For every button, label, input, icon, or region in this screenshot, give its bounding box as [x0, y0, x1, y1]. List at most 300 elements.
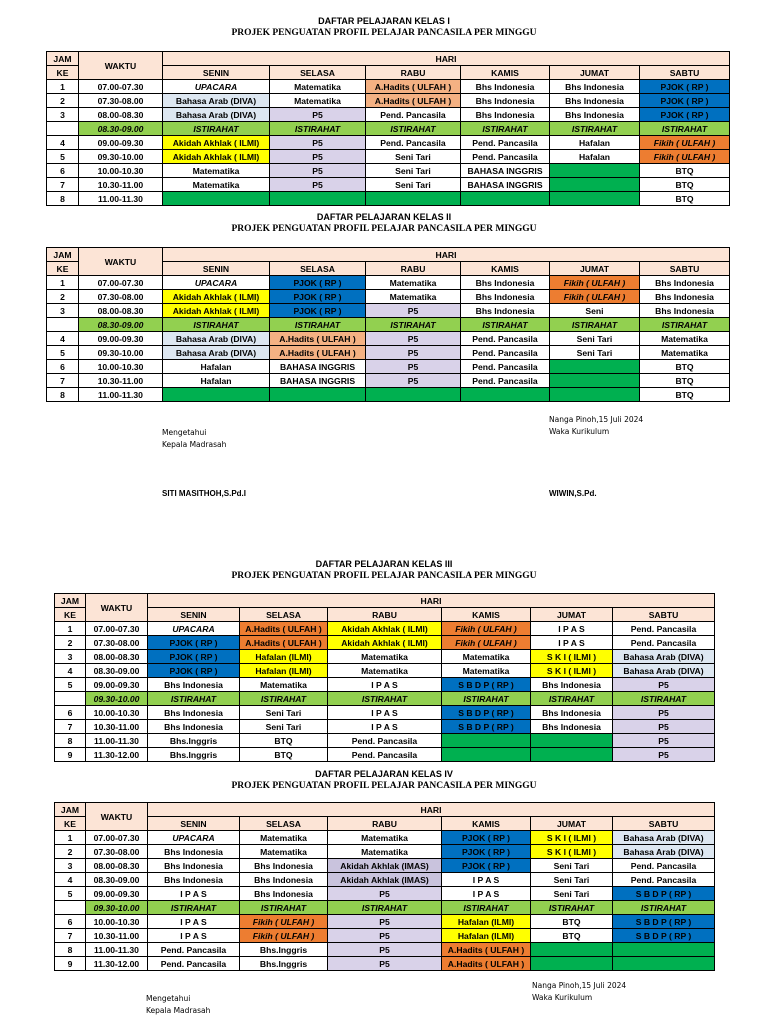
cell-jam-ke: 3 — [55, 650, 86, 664]
istirahat-row — [47, 318, 730, 332]
header-hari: HARI — [163, 248, 730, 262]
cell-subject-rabu: Matematika — [366, 276, 461, 290]
cell-subject-senin: UPACARA — [163, 80, 270, 94]
cell-subject-jumat: S K I ( ILMI ) — [531, 664, 613, 678]
schedule-grid — [46, 247, 730, 402]
cell-subject-selasa: A.Hadits ( ULFAH ) — [240, 636, 328, 650]
cell-subject-sabtu: P5 — [613, 706, 715, 720]
cell-subject-sabtu: BTQ — [640, 164, 730, 178]
cell-subject-jumat: ISTIRAHAT — [531, 901, 613, 915]
header-waktu: WAKTU — [79, 248, 163, 276]
table-row — [55, 957, 715, 971]
cell-subject-kamis: Matematika — [442, 664, 531, 678]
cell-subject-jumat: I P A S — [531, 622, 613, 636]
cell-subject-sabtu: Bahasa Arab (DIVA) — [613, 845, 715, 859]
cell-subject-rabu: A.Hadits ( ULFAH ) — [366, 80, 461, 94]
cell-subject-selasa: Bhs Indonesia — [240, 887, 328, 901]
cell-subject-jumat: S K I ( ILMI ) — [531, 831, 613, 845]
table-row — [55, 831, 715, 845]
cell-subject-kamis: PJOK ( RP ) — [442, 859, 531, 873]
header-day-rabu: RABU — [366, 262, 461, 276]
cell-subject-jumat: Seni Tari — [550, 346, 640, 360]
cell-subject-senin: Bahasa Arab (DIVA) — [163, 332, 270, 346]
cell-subject-selasa: Bhs.Inggris — [240, 943, 328, 957]
cell-subject-sabtu: P5 — [613, 734, 715, 748]
cell-subject-rabu: ISTIRAHAT — [366, 122, 461, 136]
cell-subject-rabu: Matematika — [328, 664, 442, 678]
table-row — [55, 636, 715, 650]
cell-subject-selasa: Matematika — [240, 845, 328, 859]
table-row — [47, 388, 730, 402]
cell-subject-selasa: P5 — [270, 164, 366, 178]
cell-subject-senin: I P A S — [148, 915, 240, 929]
cell-subject-senin: Pend. Pancasila — [148, 957, 240, 971]
cell-subject-rabu: Pend. Pancasila — [328, 748, 442, 762]
header-day-selasa: SELASA — [270, 262, 366, 276]
table-row — [47, 346, 730, 360]
cell-subject-jumat: ISTIRAHAT — [550, 122, 640, 136]
cell-subject-senin: PJOK ( RP ) — [148, 664, 240, 678]
cell-subject-jumat: Bhs Indonesia — [550, 94, 640, 108]
signature-mengetahui-2: Mengetahui — [146, 994, 191, 1003]
cell-subject-rabu: Matematika — [366, 290, 461, 304]
istirahat-row — [55, 901, 715, 915]
cell-subject-jumat: Seni Tari — [531, 873, 613, 887]
table-row — [47, 150, 730, 164]
header-day-rabu: RABU — [366, 66, 461, 80]
signature-waka-role-2: Waka Kurikulum — [532, 993, 593, 1002]
cell-subject-senin: ISTIRAHAT — [148, 901, 240, 915]
cell-waktu: 08.00-08.30 — [79, 304, 163, 318]
cell-subject-senin: Bhs Indonesia — [148, 706, 240, 720]
cell-jam-ke: 7 — [47, 374, 79, 388]
cell-jam-ke: 9 — [55, 957, 86, 971]
cell-jam-ke: 2 — [47, 290, 79, 304]
cell-subject-senin — [163, 388, 270, 402]
cell-subject-kamis — [461, 192, 550, 206]
cell-subject-kamis: I P A S — [442, 887, 531, 901]
cell-subject-rabu: P5 — [366, 304, 461, 318]
header-row — [47, 52, 730, 66]
cell-subject-senin: ISTIRAHAT — [163, 318, 270, 332]
table-row — [47, 164, 730, 178]
signature-mengetahui: Mengetahui — [162, 428, 207, 437]
cell-waktu: 08.00-08.30 — [86, 650, 148, 664]
cell-subject-sabtu: BTQ — [640, 178, 730, 192]
cell-subject-kamis: Bhs Indonesia — [461, 94, 550, 108]
cell-subject-sabtu: Fikih ( ULFAH ) — [640, 136, 730, 150]
cell-subject-selasa: PJOK ( RP ) — [270, 304, 366, 318]
cell-subject-senin: Bhs.Inggris — [148, 748, 240, 762]
cell-waktu: 09.00-09.30 — [86, 678, 148, 692]
cell-subject-sabtu: PJOK ( RP ) — [640, 80, 730, 94]
cell-subject-sabtu: ISTIRAHAT — [640, 122, 730, 136]
cell-subject-kamis: Hafalan (ILMI) — [442, 929, 531, 943]
cell-jam-ke: 5 — [55, 887, 86, 901]
cell-waktu: 11.00-11.30 — [79, 192, 163, 206]
cell-subject-kamis: S B D P ( RP ) — [442, 720, 531, 734]
header-day-jumat: JUMAT — [550, 262, 640, 276]
cell-subject-kamis: ISTIRAHAT — [442, 901, 531, 915]
table-row — [55, 915, 715, 929]
cell-subject-sabtu: Pend. Pancasila — [613, 622, 715, 636]
header-jam: JAM — [55, 803, 86, 817]
cell-waktu: 08.30-09.00 — [86, 873, 148, 887]
cell-subject-kamis: Bhs Indonesia — [461, 108, 550, 122]
cell-subject-senin: I P A S — [148, 929, 240, 943]
cell-subject-kamis: ISTIRAHAT — [442, 692, 531, 706]
header-ke: KE — [55, 608, 86, 622]
cell-subject-senin — [163, 192, 270, 206]
cell-waktu: 07.00-07.30 — [79, 276, 163, 290]
cell-subject-jumat: BTQ — [531, 929, 613, 943]
cell-subject-sabtu: Pend. Pancasila — [613, 859, 715, 873]
cell-subject-senin: PJOK ( RP ) — [148, 636, 240, 650]
cell-subject-senin: Akidah Akhlak ( ILMI) — [163, 304, 270, 318]
cell-waktu: 10.30-11.00 — [79, 178, 163, 192]
header-day-rabu: RABU — [328, 817, 442, 831]
cell-waktu: 07.30-08.00 — [79, 94, 163, 108]
cell-subject-kamis: Pend. Pancasila — [461, 136, 550, 150]
cell-subject-sabtu: BTQ — [640, 374, 730, 388]
cell-subject-selasa: PJOK ( RP ) — [270, 290, 366, 304]
cell-subject-selasa: BTQ — [240, 748, 328, 762]
cell-subject-kamis: BAHASA INGGRIS — [461, 164, 550, 178]
cell-subject-kamis: Bhs Indonesia — [461, 290, 550, 304]
cell-subject-sabtu: Pend. Pancasila — [613, 873, 715, 887]
cell-subject-sabtu: BTQ — [640, 388, 730, 402]
cell-subject-senin: Bhs Indonesia — [148, 873, 240, 887]
cell-subject-selasa: PJOK ( RP ) — [270, 276, 366, 290]
cell-subject-senin: I P A S — [148, 887, 240, 901]
table-row — [55, 706, 715, 720]
cell-subject-jumat — [550, 360, 640, 374]
cell-subject-kamis: S B D P ( RP ) — [442, 678, 531, 692]
cell-subject-senin: Bhs.Inggris — [148, 734, 240, 748]
cell-jam-ke: 4 — [47, 136, 79, 150]
cell-subject-selasa: Bhs.Inggris — [240, 957, 328, 971]
cell-jam-ke: 1 — [55, 622, 86, 636]
cell-subject-rabu: I P A S — [328, 706, 442, 720]
cell-subject-selasa: ISTIRAHAT — [270, 122, 366, 136]
cell-subject-sabtu: S B D P ( RP ) — [613, 915, 715, 929]
cell-subject-senin: UPACARA — [148, 622, 240, 636]
cell-waktu: 07.00-07.30 — [79, 80, 163, 94]
cell-subject-sabtu: BTQ — [640, 192, 730, 206]
cell-subject-senin: Hafalan — [163, 374, 270, 388]
table-row — [47, 290, 730, 304]
header-day-selasa: SELASA — [240, 608, 328, 622]
cell-subject-kamis: Pend. Pancasila — [461, 332, 550, 346]
schedule-grid — [54, 593, 715, 762]
cell-subject-jumat: S K I ( ILMI ) — [531, 845, 613, 859]
cell-subject-sabtu: P5 — [613, 720, 715, 734]
cell-subject-kamis: ISTIRAHAT — [461, 122, 550, 136]
table-row — [55, 887, 715, 901]
cell-waktu: 11.00-11.30 — [86, 943, 148, 957]
cell-jam-ke: 8 — [55, 734, 86, 748]
header-day-kamis: KAMIS — [442, 817, 531, 831]
table-row — [55, 929, 715, 943]
header-waktu: WAKTU — [86, 594, 148, 622]
cell-subject-kamis: Bhs Indonesia — [461, 276, 550, 290]
cell-subject-selasa: Matematika — [270, 80, 366, 94]
cell-subject-rabu: P5 — [328, 915, 442, 929]
table-title-kelas-2: DAFTAR PELAJARAN KELAS II — [316, 212, 452, 222]
cell-waktu: 10.30-11.00 — [86, 929, 148, 943]
cell-subject-kamis: PJOK ( RP ) — [442, 831, 531, 845]
cell-subject-kamis: Bhs Indonesia — [461, 304, 550, 318]
istirahat-row — [47, 122, 730, 136]
cell-subject-kamis: Pend. Pancasila — [461, 346, 550, 360]
table-row — [47, 374, 730, 388]
cell-subject-jumat — [531, 957, 613, 971]
header-row-days — [55, 608, 715, 622]
cell-jam-ke: 6 — [47, 360, 79, 374]
header-day-senin: SENIN — [163, 262, 270, 276]
cell-subject-selasa — [270, 388, 366, 402]
cell-waktu: 10.00-10.30 — [79, 360, 163, 374]
cell-subject-selasa: ISTIRAHAT — [240, 692, 328, 706]
cell-subject-selasa: Hafalan (ILMI) — [240, 650, 328, 664]
table-row — [47, 80, 730, 94]
cell-waktu: 11.00-11.30 — [86, 734, 148, 748]
cell-subject-kamis: ISTIRAHAT — [461, 318, 550, 332]
table-row — [55, 678, 715, 692]
header-day-kamis: KAMIS — [461, 262, 550, 276]
table-row — [55, 943, 715, 957]
cell-subject-senin: UPACARA — [163, 276, 270, 290]
header-hari: HARI — [148, 803, 715, 817]
header-day-jumat: JUMAT — [531, 817, 613, 831]
table-row — [47, 94, 730, 108]
cell-jam-ke: 5 — [55, 678, 86, 692]
cell-subject-rabu: P5 — [366, 346, 461, 360]
table-subtitle-kelas-2: PROJEK PENGUATAN PROFIL PELAJAR PANCASILA PER MINGGU — [231, 224, 537, 234]
cell-subject-selasa: P5 — [270, 150, 366, 164]
cell-subject-jumat: Seni Tari — [531, 859, 613, 873]
header-waktu: WAKTU — [86, 803, 148, 831]
cell-subject-rabu: Pend. Pancasila — [366, 136, 461, 150]
cell-jam-ke: 7 — [47, 178, 79, 192]
cell-subject-selasa: ISTIRAHAT — [240, 901, 328, 915]
header-day-senin: SENIN — [148, 608, 240, 622]
cell-waktu: 07.30-08.00 — [79, 290, 163, 304]
cell-subject-sabtu: Pend. Pancasila — [613, 636, 715, 650]
table-row — [47, 332, 730, 346]
header-day-sabtu: SABTU — [613, 817, 715, 831]
cell-subject-rabu: Akidah Akhlak (IMAS) — [328, 873, 442, 887]
cell-subject-jumat: S K I ( ILMI ) — [531, 650, 613, 664]
schedule-grid — [46, 51, 730, 206]
cell-subject-selasa: BAHASA INGGRIS — [270, 374, 366, 388]
cell-subject-kamis: I P A S — [442, 873, 531, 887]
cell-subject-sabtu: BTQ — [640, 360, 730, 374]
cell-subject-sabtu: ISTIRAHAT — [613, 901, 715, 915]
table-row — [55, 720, 715, 734]
header-day-kamis: KAMIS — [442, 608, 531, 622]
cell-subject-kamis: A.Hadits ( ULFAH ) — [442, 943, 531, 957]
header-row — [55, 803, 715, 817]
cell-subject-selasa: BTQ — [240, 734, 328, 748]
cell-jam-ke: 4 — [55, 873, 86, 887]
signature-waka-name: WIWIN,S.Pd. — [549, 489, 597, 498]
cell-waktu: 10.30-11.00 — [79, 374, 163, 388]
cell-subject-selasa: Matematika — [240, 678, 328, 692]
cell-subject-kamis: Hafalan (ILMI) — [442, 915, 531, 929]
cell-subject-kamis: Bhs Indonesia — [461, 80, 550, 94]
header-jam: JAM — [47, 248, 79, 262]
header-jam: JAM — [55, 594, 86, 608]
signature-kepala-role-2: Kepala Madrasah — [146, 1006, 211, 1015]
cell-subject-sabtu: Bahasa Arab (DIVA) — [613, 831, 715, 845]
cell-subject-senin: Bahasa Arab (DIVA) — [163, 94, 270, 108]
table-row — [55, 622, 715, 636]
cell-subject-senin: PJOK ( RP ) — [148, 650, 240, 664]
cell-subject-rabu — [366, 192, 461, 206]
cell-jam-ke: 9 — [55, 748, 86, 762]
header-day-kamis: KAMIS — [461, 66, 550, 80]
cell-subject-rabu: P5 — [366, 374, 461, 388]
cell-subject-senin: Pend. Pancasila — [148, 943, 240, 957]
cell-subject-rabu: Akidah Akhlak (IMAS) — [328, 859, 442, 873]
cell-jam-ke: 3 — [55, 859, 86, 873]
cell-subject-kamis: Fikih ( ULFAH ) — [442, 636, 531, 650]
cell-subject-senin: Akidah Akhlak ( ILMI) — [163, 290, 270, 304]
cell-subject-rabu: P5 — [328, 957, 442, 971]
cell-subject-jumat — [550, 374, 640, 388]
cell-subject-selasa: Hafalan (ILMI) — [240, 664, 328, 678]
cell-subject-selasa: A.Hadits ( ULFAH ) — [240, 622, 328, 636]
cell-subject-kamis: S B D P ( RP ) — [442, 706, 531, 720]
cell-waktu: 10.00-10.30 — [86, 706, 148, 720]
cell-subject-sabtu: S B D P ( RP ) — [613, 887, 715, 901]
cell-waktu: 11.00-11.30 — [79, 388, 163, 402]
cell-subject-senin: Akidah Akhlak ( ILMI) — [163, 136, 270, 150]
cell-subject-senin: Bahasa Arab (DIVA) — [163, 108, 270, 122]
table-title-kelas-1: DAFTAR PELAJARAN KELAS I — [318, 16, 450, 26]
cell-subject-senin: Matematika — [163, 178, 270, 192]
cell-subject-selasa: Matematika — [240, 831, 328, 845]
cell-subject-rabu: Pend. Pancasila — [328, 734, 442, 748]
cell-subject-rabu: I P A S — [328, 720, 442, 734]
cell-subject-rabu: Matematika — [328, 650, 442, 664]
table-row — [47, 192, 730, 206]
cell-subject-selasa: Seni Tari — [240, 706, 328, 720]
cell-waktu: 07.30-08.00 — [86, 636, 148, 650]
cell-waktu: 11.30-12.00 — [86, 957, 148, 971]
cell-jam-ke: 1 — [47, 80, 79, 94]
cell-subject-rabu: P5 — [366, 360, 461, 374]
header-hari: HARI — [163, 52, 730, 66]
cell-jam-ke — [55, 901, 86, 915]
cell-subject-selasa: ISTIRAHAT — [270, 318, 366, 332]
cell-subject-rabu: ISTIRAHAT — [328, 692, 442, 706]
table-row — [47, 108, 730, 122]
cell-waktu: 08.30-09.00 — [79, 122, 163, 136]
cell-jam-ke: 2 — [55, 636, 86, 650]
cell-subject-sabtu — [613, 943, 715, 957]
cell-waktu: 10.00-10.30 — [86, 915, 148, 929]
signature-waka-role: Waka Kurikulum — [549, 427, 610, 436]
table-row — [47, 178, 730, 192]
cell-subject-selasa: Bhs Indonesia — [240, 873, 328, 887]
header-row — [55, 594, 715, 608]
header-day-jumat: JUMAT — [531, 608, 613, 622]
cell-waktu: 10.00-10.30 — [79, 164, 163, 178]
cell-subject-sabtu: PJOK ( RP ) — [640, 108, 730, 122]
cell-subject-jumat: BTQ — [531, 915, 613, 929]
header-jam: JAM — [47, 52, 79, 66]
cell-subject-jumat: ISTIRAHAT — [531, 692, 613, 706]
cell-jam-ke: 3 — [47, 108, 79, 122]
cell-subject-rabu: Akidah Akhlak ( ILMI) — [328, 622, 442, 636]
table-title-kelas-4: DAFTAR PELAJARAN KELAS IV — [315, 769, 453, 779]
cell-subject-selasa: Fikih ( ULFAH ) — [240, 915, 328, 929]
header-row — [47, 248, 730, 262]
cell-subject-sabtu: Fikih ( ULFAH ) — [640, 150, 730, 164]
cell-waktu: 07.00-07.30 — [86, 622, 148, 636]
cell-jam-ke: 4 — [47, 332, 79, 346]
cell-jam-ke: 6 — [55, 915, 86, 929]
cell-subject-sabtu: P5 — [613, 678, 715, 692]
cell-waktu: 09.30-10.00 — [86, 692, 148, 706]
cell-subject-sabtu: Bhs Indonesia — [640, 304, 730, 318]
cell-jam-ke: 8 — [55, 943, 86, 957]
header-day-rabu: RABU — [328, 608, 442, 622]
cell-subject-jumat: Hafalan — [550, 150, 640, 164]
table-row — [47, 276, 730, 290]
header-day-sabtu: SABTU — [640, 262, 730, 276]
cell-subject-kamis: BAHASA INGGRIS — [461, 178, 550, 192]
cell-subject-sabtu: S B D P ( RP ) — [613, 929, 715, 943]
table-row — [55, 748, 715, 762]
signature-kepala-role: Kepala Madrasah — [162, 440, 227, 449]
header-day-selasa: SELASA — [270, 66, 366, 80]
cell-jam-ke: 1 — [47, 276, 79, 290]
header-ke: KE — [47, 262, 79, 276]
cell-subject-sabtu: ISTIRAHAT — [613, 692, 715, 706]
cell-subject-jumat — [550, 388, 640, 402]
cell-subject-selasa: P5 — [270, 108, 366, 122]
cell-subject-senin: Bhs Indonesia — [148, 720, 240, 734]
table-row — [55, 734, 715, 748]
cell-subject-sabtu: PJOK ( RP ) — [640, 94, 730, 108]
table-row — [55, 859, 715, 873]
cell-waktu: 08.00-08.30 — [79, 108, 163, 122]
header-day-senin: SENIN — [148, 817, 240, 831]
header-ke: KE — [47, 66, 79, 80]
cell-subject-senin: ISTIRAHAT — [148, 692, 240, 706]
table-row — [55, 873, 715, 887]
cell-subject-jumat — [550, 178, 640, 192]
cell-waktu: 09.00-09.30 — [86, 887, 148, 901]
cell-subject-senin: Bhs Indonesia — [148, 845, 240, 859]
cell-jam-ke: 8 — [47, 192, 79, 206]
header-day-sabtu: SABTU — [640, 66, 730, 80]
table-title-kelas-3: DAFTAR PELAJARAN KELAS III — [315, 559, 453, 569]
cell-jam-ke — [55, 692, 86, 706]
cell-subject-sabtu: Matematika — [640, 346, 730, 360]
cell-subject-selasa: A.Hadits ( ULFAH ) — [270, 346, 366, 360]
cell-subject-senin: Hafalan — [163, 360, 270, 374]
cell-subject-jumat: Bhs Indonesia — [550, 80, 640, 94]
cell-waktu: 09.00-09.30 — [79, 332, 163, 346]
header-ke: KE — [55, 817, 86, 831]
cell-subject-selasa: Bhs Indonesia — [240, 859, 328, 873]
cell-subject-rabu: A.Hadits ( ULFAH ) — [366, 94, 461, 108]
cell-subject-jumat: Seni — [550, 304, 640, 318]
